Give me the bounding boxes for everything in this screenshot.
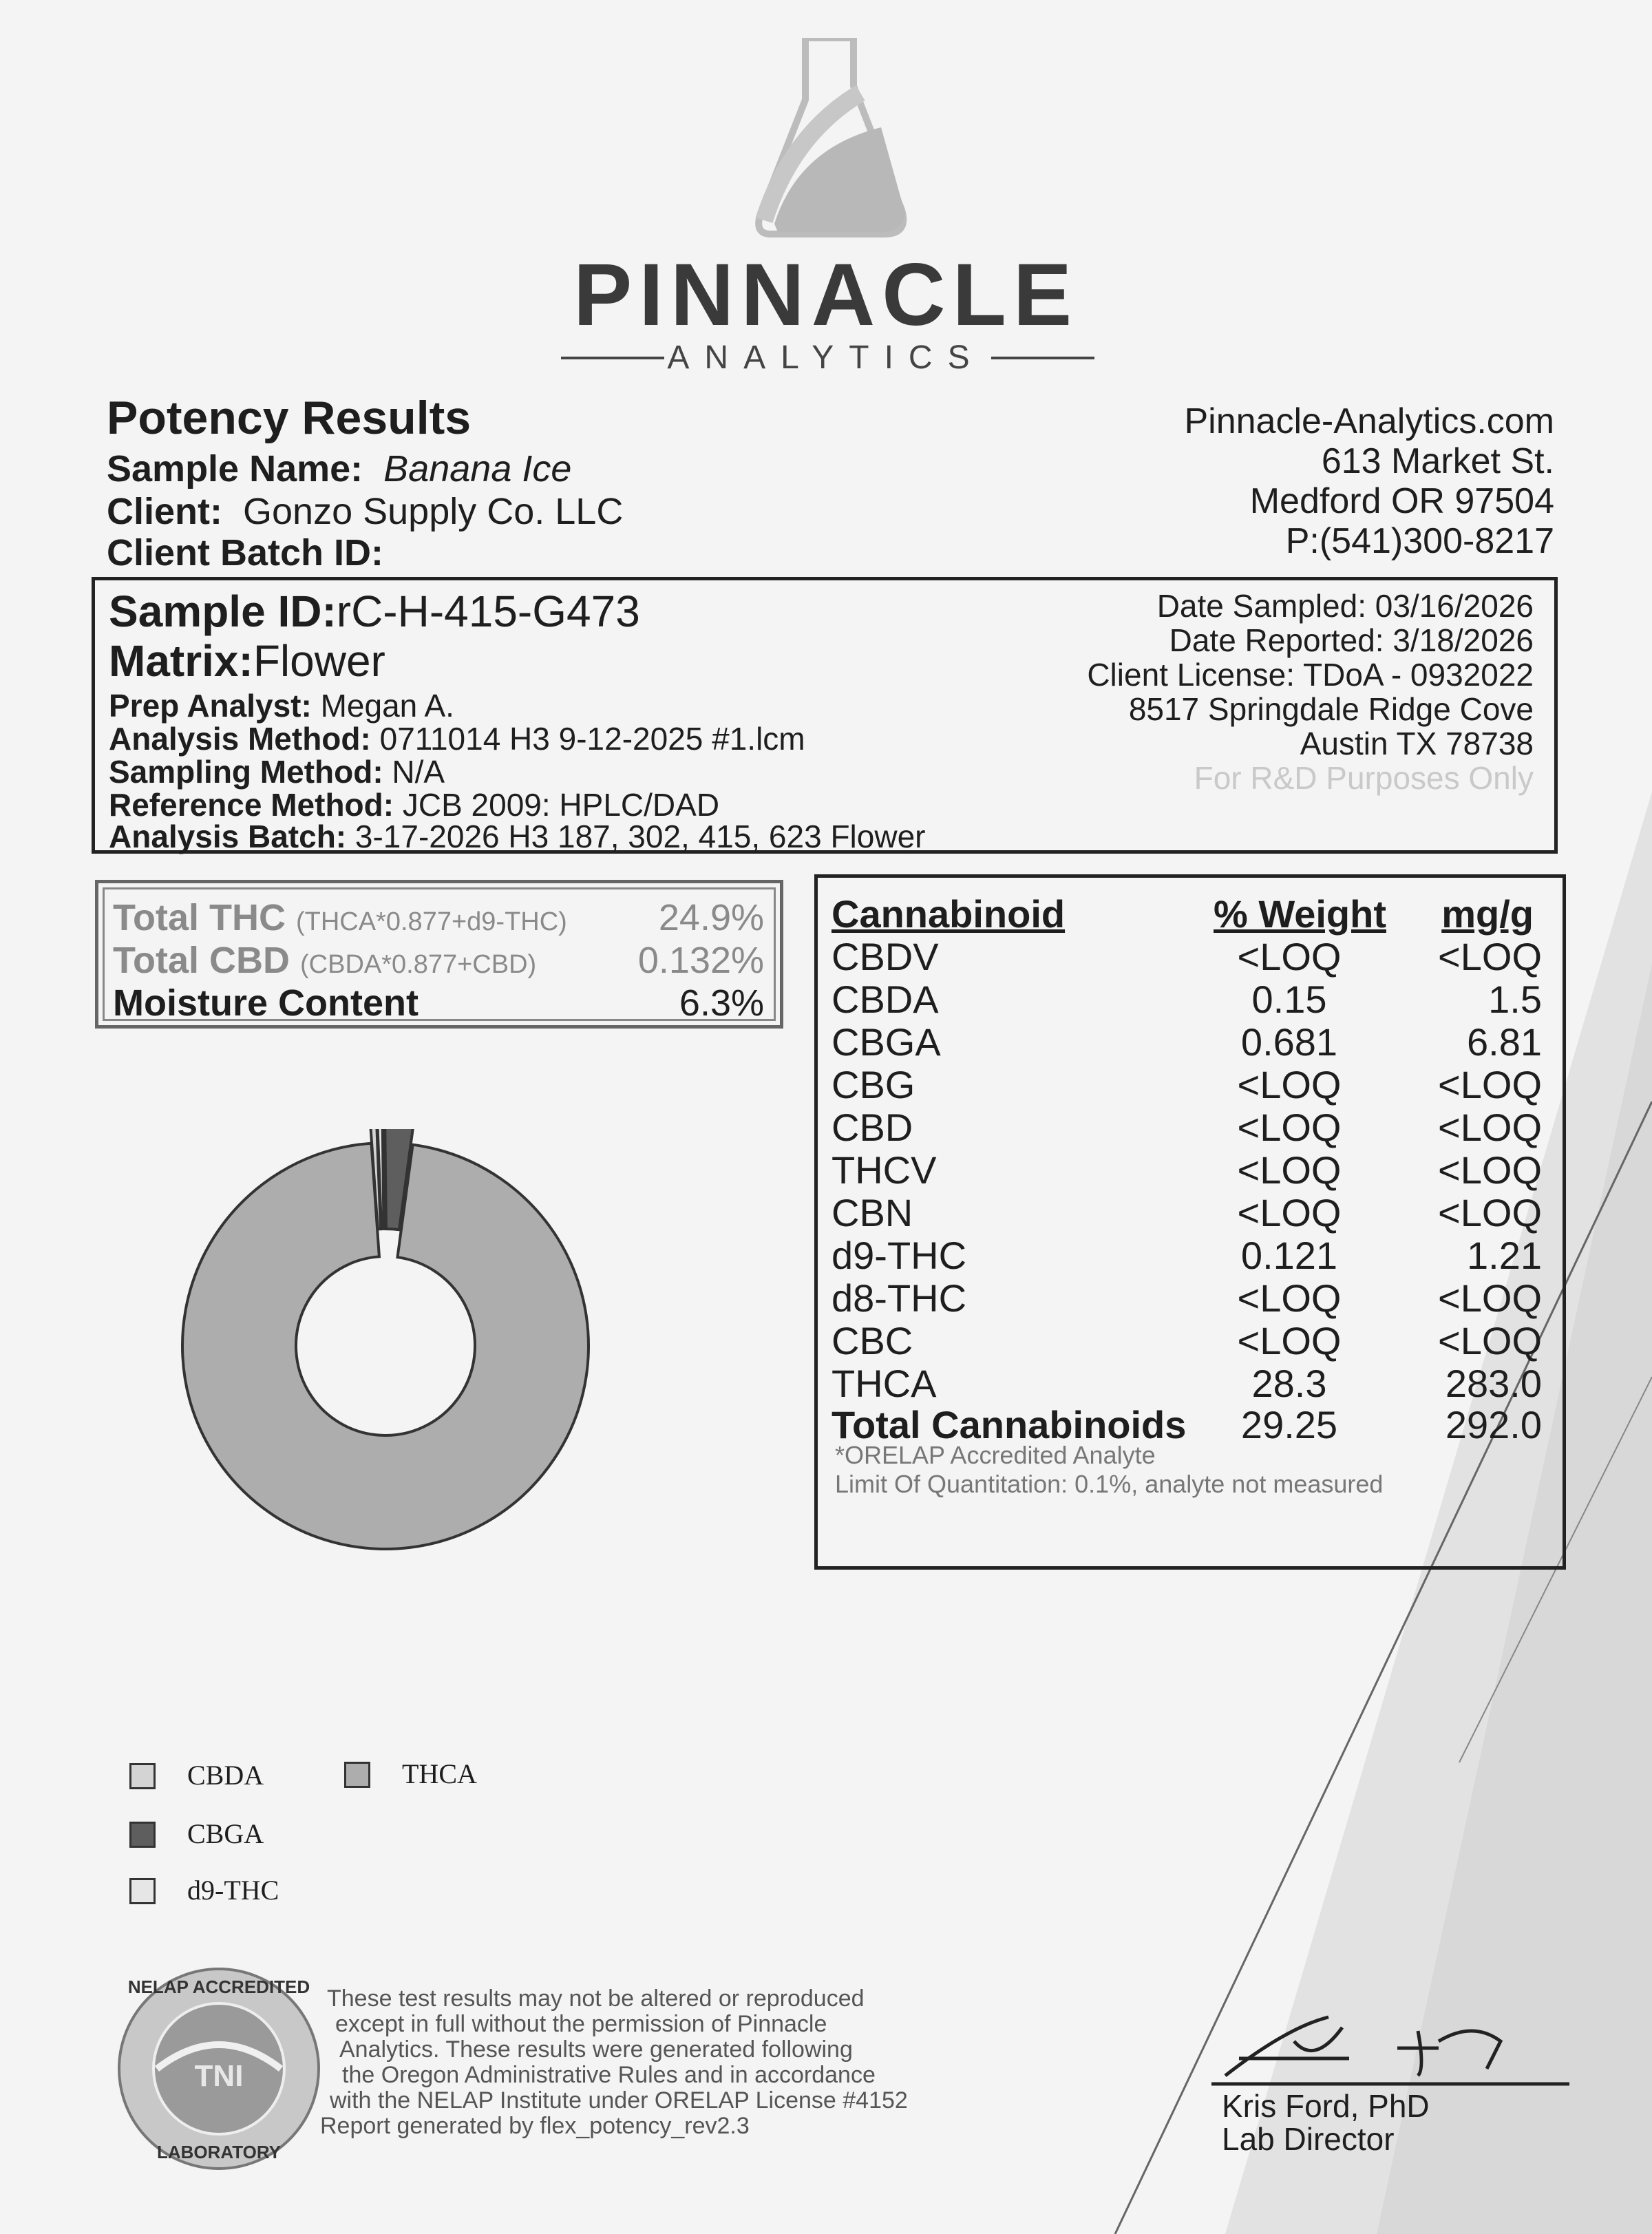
disclaimer-line: with the NELAP Institute under ORELAP License #4152 — [330, 2087, 908, 2114]
table-row — [818, 1105, 1563, 1148]
header-mgg: mg/g — [1441, 892, 1534, 936]
cannabinoid-name: d8-THC — [832, 1276, 967, 1320]
legend-label: d9-THC — [187, 1875, 279, 1906]
reference-method-value: JCB 2009: HPLC/DAD — [402, 787, 720, 823]
signer-title: Lab Director — [1222, 2121, 1395, 2157]
weight-percent: <LOQ — [1237, 1148, 1342, 1192]
weight-percent: 28.3 — [1251, 1362, 1327, 1405]
header-cannabinoid: Cannabinoid — [832, 892, 1066, 936]
signer-name: Kris Ford, PhD — [1222, 2088, 1430, 2124]
weight-percent: <LOQ — [1237, 1191, 1342, 1234]
sample-id-label: Sample ID: — [109, 587, 337, 636]
cannabinoid-name: CBDA — [832, 978, 939, 1021]
cannabinoid-name: CBDV — [832, 935, 939, 978]
total-cannabinoids-row — [818, 1402, 1563, 1445]
analysis-batch-line — [109, 818, 925, 855]
legend-swatch — [129, 1763, 156, 1789]
lab-street: 613 Market St. — [1321, 441, 1554, 481]
mg-per-gram: 283.0 — [1445, 1362, 1542, 1405]
orelap-note: *ORELAP Accredited Analyte — [835, 1441, 1156, 1469]
moisture-row — [113, 982, 764, 1024]
table-row — [818, 1361, 1563, 1404]
logo-rule-right — [991, 357, 1094, 359]
matrix-value: Flower — [253, 636, 385, 686]
table-row — [818, 1190, 1563, 1233]
sampling-method-line — [109, 753, 445, 790]
moisture-label: Moisture Content — [113, 982, 419, 1024]
disclaimer-line: Report generated by flex_potency_rev2.3 — [320, 2113, 750, 2139]
weight-percent: <LOQ — [1237, 1063, 1342, 1106]
cannabinoid-name: CBD — [832, 1106, 913, 1149]
client-street: 8517 Springdale Ridge Cove — [1128, 691, 1534, 727]
disclaimer-line: the Oregon Administrative Rules and in accordance — [342, 2062, 876, 2088]
loq-note: Limit Of Quantitation: 0.1%, analyte not measured — [835, 1470, 1384, 1498]
flask-logo-icon — [723, 38, 929, 238]
cannabinoid-name: THCA — [832, 1362, 937, 1405]
disclaimer-line: except in full without the permission of Pinnacle — [335, 2011, 827, 2037]
svg-text:LABORATORY: LABORATORY — [156, 2142, 282, 2162]
legend-swatch — [344, 1762, 370, 1788]
disclaimer-line: Analytics. These results were generated following — [339, 2036, 853, 2063]
table-row — [818, 1062, 1563, 1105]
sample-name-line — [107, 447, 571, 490]
mg-per-gram: <LOQ — [1438, 1148, 1542, 1192]
client-line — [107, 490, 623, 533]
total-thc-value: 24.9% — [658, 897, 764, 938]
client-license: Client License: TDoA - 0932022 — [1087, 657, 1534, 693]
signer-block — [1222, 2089, 1430, 2156]
total-cbd-formula: (CBDA*0.877+CBD) — [300, 950, 537, 979]
mg-per-gram: <LOQ — [1438, 1063, 1542, 1106]
table-row — [818, 1233, 1563, 1276]
cannabinoid-table — [814, 874, 1566, 1570]
analysis-batch-label: Analysis Batch: — [109, 819, 347, 854]
mg-per-gram: <LOQ — [1438, 1106, 1542, 1149]
mg-per-gram: <LOQ — [1438, 1276, 1542, 1320]
sample-info-box — [92, 577, 1558, 854]
total-cbd-label: Total CBD — [113, 940, 290, 981]
table-row — [818, 1020, 1563, 1062]
nelap-seal-icon — [116, 1966, 322, 2172]
sampling-method-value: N/A — [392, 754, 445, 790]
legend-label: CBGA — [187, 1818, 264, 1849]
potency-donut-chart — [172, 1129, 599, 1556]
prep-analyst-label: Prep Analyst: — [109, 688, 312, 724]
table-row — [818, 1276, 1563, 1318]
prep-analyst-value: Megan A. — [320, 688, 454, 724]
client-city: Austin TX 78738 — [1300, 726, 1534, 761]
logo-subtitle: ANALYTICS — [667, 339, 985, 376]
matrix-line — [109, 635, 385, 686]
rd-purposes-note: For R&D Purposes Only — [1194, 760, 1534, 796]
total-thc-label-group — [113, 896, 567, 939]
totals-box — [95, 880, 783, 1029]
lab-phone: P:(541)300-8217 — [1285, 521, 1554, 561]
signature — [1211, 2000, 1569, 2089]
logo-wordmark: PINNACLE — [573, 246, 1079, 344]
prep-analyst-line — [109, 687, 454, 724]
svg-text:NELAP ACCREDITED: NELAP ACCREDITED — [127, 1977, 310, 1997]
weight-percent: <LOQ — [1237, 1319, 1342, 1362]
total-cbd-row — [113, 939, 764, 982]
table-row — [818, 977, 1563, 1020]
reference-method-label: Reference Method: — [109, 787, 394, 823]
cannabinoid-name: CBGA — [832, 1020, 941, 1064]
mg-per-gram: <LOQ — [1438, 1319, 1542, 1362]
legend-swatch — [129, 1878, 156, 1904]
total-thc-row — [113, 896, 764, 939]
mg-per-gram: <LOQ — [1438, 1191, 1542, 1234]
cannabinoid-name: CBN — [832, 1191, 913, 1234]
table-row — [818, 1148, 1563, 1190]
mg-per-gram: 1.5 — [1488, 978, 1542, 1021]
weight-percent: 0.681 — [1240, 1020, 1338, 1064]
moisture-value: 6.3% — [679, 982, 764, 1024]
cannabinoid-name: d9-THC — [832, 1234, 967, 1277]
client-batch-line — [107, 531, 383, 574]
date-reported: Date Reported: 3/18/2026 — [1169, 622, 1534, 658]
mg-per-gram: <LOQ — [1438, 935, 1542, 978]
client-value: Gonzo Supply Co. LLC — [243, 491, 624, 532]
lab-city: Medford OR 97504 — [1249, 481, 1554, 521]
total-cbd-label-group — [113, 939, 536, 982]
analysis-method-label: Analysis Method: — [109, 721, 371, 757]
sample-id-value: rC-H-415-G473 — [336, 587, 640, 636]
sample-name-label: Sample Name: — [107, 448, 363, 489]
sample-id-line — [109, 586, 640, 637]
disclaimer-line: These test results may not be altered or reproduced — [327, 1985, 865, 2012]
analysis-batch-value: 3-17-2026 H3 187, 302, 415, 623 Flower — [354, 819, 926, 854]
report-title: Potency Results — [107, 392, 472, 444]
mg-per-gram: 1.21 — [1467, 1234, 1542, 1277]
client-batch-label: Client Batch ID: — [107, 532, 384, 573]
legend-label: THCA — [402, 1758, 477, 1789]
analysis-method-value: 0711014 H3 9-12-2025 #1.lcm — [379, 721, 805, 757]
svg-text:TNI: TNI — [194, 2059, 244, 2093]
client-label: Client: — [107, 491, 222, 532]
analysis-method-line — [109, 720, 805, 757]
total-thc-label: Total THC — [113, 897, 286, 938]
disclaimer — [320, 1985, 1015, 2139]
total-cannabinoids-mg: 292.0 — [1445, 1403, 1542, 1446]
cannabinoid-name: CBC — [832, 1319, 913, 1362]
legend-label: CBDA — [187, 1760, 264, 1791]
matrix-label: Matrix: — [109, 636, 253, 686]
weight-percent: 0.15 — [1251, 978, 1327, 1021]
table-row — [818, 934, 1563, 977]
header-weight: % Weight — [1214, 892, 1386, 936]
sampling-method-label: Sampling Method: — [109, 754, 383, 790]
total-cbd-value: 0.132% — [637, 940, 764, 981]
cannabinoid-name: CBG — [832, 1063, 915, 1106]
legend-swatch — [129, 1822, 156, 1848]
weight-percent: <LOQ — [1237, 1106, 1342, 1149]
table-row — [818, 1318, 1563, 1361]
date-sampled: Date Sampled: 03/16/2026 — [1156, 588, 1534, 624]
weight-percent: <LOQ — [1237, 935, 1342, 978]
weight-percent: <LOQ — [1237, 1276, 1342, 1320]
total-cannabinoids-pct: 29.25 — [1240, 1403, 1338, 1446]
total-cannabinoids-label: Total Cannabinoids — [832, 1403, 1187, 1446]
mg-per-gram: 6.81 — [1467, 1020, 1542, 1064]
lab-website: Pinnacle-Analytics.com — [1184, 401, 1554, 441]
cannabinoid-name: THCV — [832, 1148, 937, 1192]
weight-percent: 0.121 — [1240, 1234, 1338, 1277]
sample-name-value: Banana Ice — [383, 448, 572, 489]
totals-inner-border — [103, 887, 776, 1024]
total-thc-formula: (THCA*0.877+d9-THC) — [295, 907, 567, 936]
